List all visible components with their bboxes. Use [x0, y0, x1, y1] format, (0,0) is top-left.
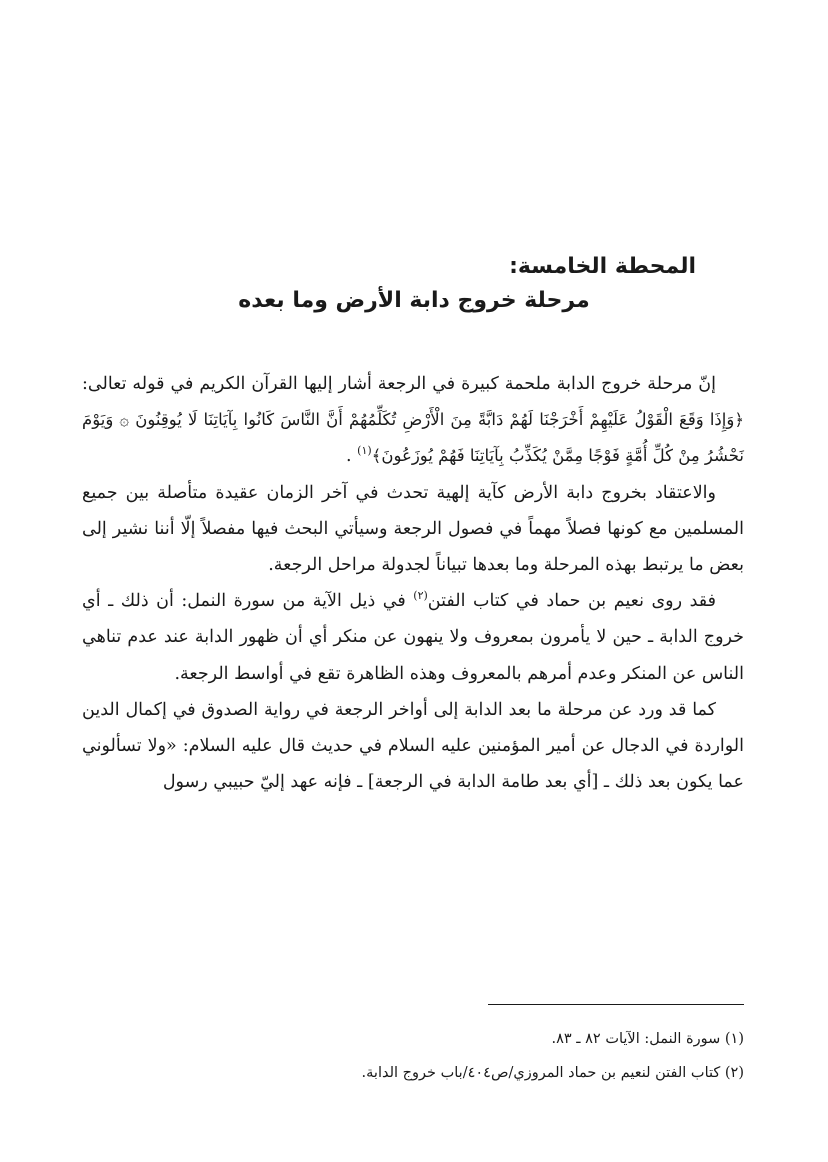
quran-verse: ﴿وَإِذَا وَقَعَ الْقَوْلُ عَلَيْهِمْ أَخْرَجْنَا لَهُمْ دَابَّةً مِنَ الْأَرْضِ تُكَلِّمُهُمْ أَنَّ النَّاسَ كَانُوا بِآيَاتِنَا لَا يُوقِنُونَ ۞ وَيَوْمَ نَحْشُرُ مِنْ كُلِّ أُمَّةٍ فَوْجًا مِمَّنْ يُكَذِّبُ بِآيَاتِنَا فَهُمْ يُوزَعُونَ﴾	[82, 410, 744, 466]
paragraph-1-text: إنّ مرحلة خروج الدابة ملحمة كبيرة في الرجعة أشار إليها القرآن الكريم في قوله تعالى:	[82, 374, 716, 394]
paragraph-2: والاعتقاد بخروج دابة الأرض كآية إلهية تحدث في آخر الزمان عقيدة متأصلة بين جميع المسلمين مع كونها فصلاً مهماً في فصول الرجعة وسيأتي البحث فيها مفصلاً إلّا أننا نشير إلى بعض ما يرتبط بهذه المرحلة وما بعدها تبياناً لجدولة مراحل الرجعة.	[82, 482, 744, 576]
paragraph-3-rest: في ذيل الآية من سورة النمل: أن ذلك ـ أي خروج الدابة ـ حين لا يأمرون بمعروف ولا ينهون عن منكر أي أن ظهور الدابة عند عدم تناهي الناس عن المنكر وعدم أمرهم بالمعروف وهذه الظاهرة تقع في أواسط الرجعة.	[82, 591, 744, 684]
footnote-ref-2: (٢)	[413, 589, 428, 603]
footnotes	[82, 1022, 744, 1090]
footnote-2: (٢) كتاب الفتن لنعيم بن حماد المروزي/ص٤٠٤/باب خروج الدابة.	[361, 1065, 744, 1081]
paragraph-4: كما قد ورد عن مرحلة ما بعد الدابة إلى أواخر الرجعة في رواية الصدوق في إكمال الدين الواردة في الدجال عن أمير المؤمنين عليه السلام في حديث قال عليه السلام: «ولا تسألوني عما يكون بعد ذلك ـ [أي بعد طامة الدابة في الرجعة] ـ فإنه عهد إليّ حبيبي رسول	[82, 699, 744, 793]
footnote-divider	[488, 1004, 744, 1005]
paragraph-1-end: .	[346, 446, 358, 467]
section-title: المحطة الخامسة:	[509, 254, 696, 279]
paragraph-3	[82, 583, 744, 692]
paragraph-3-text: فقد روى نعيم بن حماد في كتاب الفتن	[427, 591, 717, 612]
footnote-1: (١) سورة النمل: الآيات ٨٢ ـ ٨٣.	[551, 1031, 744, 1047]
body-text	[82, 366, 744, 800]
footnote-ref-1: (١)	[357, 444, 372, 458]
paragraph-1	[82, 366, 744, 475]
section-subtitle: مرحلة خروج دابة الأرض وما بعده	[238, 288, 590, 313]
